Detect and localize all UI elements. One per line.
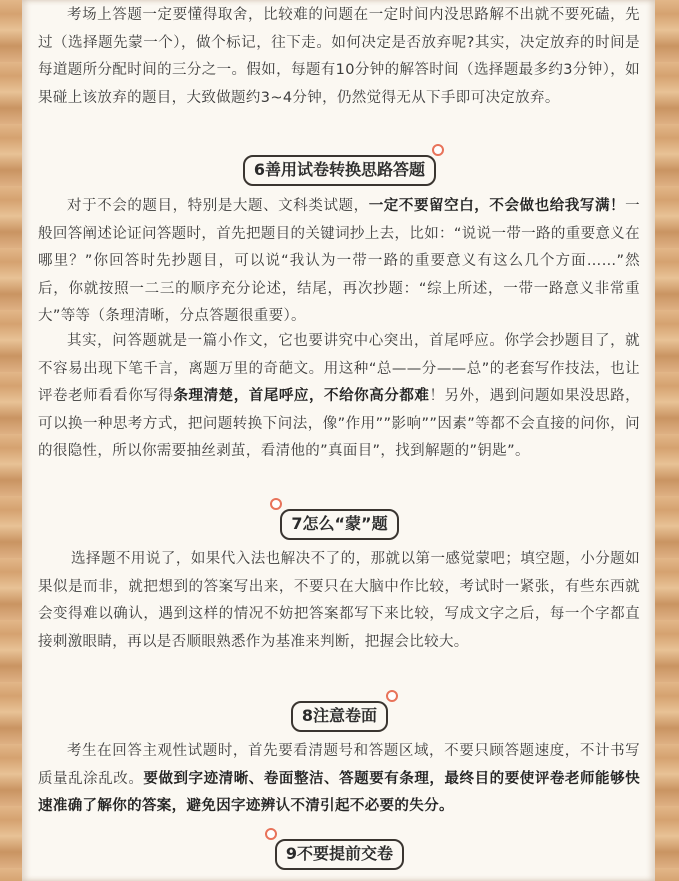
section-6-heading bbox=[0, 155, 679, 186]
section-9-title: 9不要提前交卷 bbox=[285, 844, 394, 863]
intro-text: 考场上答题一定要懂得取舍，比较难的问题在一定时间内没思路解不出就不要死磕，先过（选择题先蒙一个），做个标记，往下走。如何决定是否放弃呢?其实，决定放弃的时间是每道题所分配时间的三分之一。假如，每题有10分钟的解答时间（选择题最多约3分钟），如果碰上该放弃的题目，大致做题约3~4分钟，仍然觉得无从下手即可决定放弃。 bbox=[38, 7, 640, 106]
decorative-dot-icon bbox=[386, 690, 398, 702]
intro-paragraph bbox=[38, 2, 640, 112]
section-6-emphasis: 一定不要留空白，不会做也给我写满！ bbox=[368, 198, 626, 214]
decorative-dot-icon bbox=[432, 144, 444, 156]
section-8-heading bbox=[0, 701, 679, 732]
wood-border-left bbox=[0, 0, 22, 881]
section-7-paragraph bbox=[38, 546, 640, 656]
section-6-paragraph-2 bbox=[38, 328, 640, 466]
decorative-dot-icon bbox=[265, 828, 277, 840]
section-6-text-c: 一般回答阐述论证问答题时，首先把题目的关键词抄上去，比如：“说说一带一路的重要意义在哪里？”你回答时先抄题目，可以说“我认为一带一路的重要意义有这么几个方面……”然后，你就按照一二三的顺序充分论述，结尾，再次抄题：“综上所述，一带一路意义非常重大”等等（条理清晰，分点答题很重要）。 bbox=[38, 198, 641, 325]
section-8-paragraph bbox=[38, 738, 640, 821]
section-6-title-box bbox=[243, 155, 436, 186]
wood-border-right bbox=[655, 0, 679, 881]
section-6-title: 6善用试卷转换思路答题 bbox=[253, 160, 426, 179]
section-6-p2-text-c: ！另外，遇到问题如果没思路，可以换一种思考方式，把问题转换下问法，像”作用””影响””因素”等都不会直接的问你，问的很隐性，所以你需要抽丝剥茧，看清他的”真面目”，找到解题的”钥匙”。 bbox=[38, 388, 640, 460]
decorative-dot-icon bbox=[270, 498, 282, 510]
section-6-p2-text-a: 其实，问答题就是一篇小作文，它也要讲究中心突出，首尾呼应。你学会抄题目了，就不容易出现下笔千言，离题万里的奇葩文。用这种“总——分——总”的老套写作技法，也让评卷老师看看你写得 bbox=[38, 333, 640, 405]
section-7-heading bbox=[0, 509, 679, 540]
section-8-title: 8注意卷面 bbox=[301, 706, 378, 725]
section-8-text-a: 考生在回答主观性试题时，首先要看清题号和答题区域，不要只顾答题速度，不计书写质量乱涂乱改。 bbox=[38, 743, 640, 787]
section-6-p2-emphasis: 条理清楚，首尾呼应，不给你高分都难 bbox=[173, 388, 430, 405]
section-6-paragraph-1 bbox=[38, 193, 640, 331]
section-7-text: 选择题不用说了，如果代入法也解决不了的，那就以第一感觉蒙吧；填空题，小分题如果似是而非，就把想到的答案写出来，不要只在大脑中作比较，考试时一紧张，有些东西就会变得难以确认，遇到这样的情况不妨把答案都写下来比较，写成文字之后，每一个字都直接刺激眼睛，再以是否顺眼熟悉作为基准来判断，把握会比较大。 bbox=[38, 551, 640, 650]
section-6-text-a: 对于不会的题目，特别是大题、文科类试题， bbox=[67, 198, 369, 214]
section-9-heading bbox=[0, 839, 679, 870]
section-7-title: 7怎么“蒙”题 bbox=[291, 514, 388, 533]
section-8-emphasis: 要做到字迹清晰、卷面整洁、答题要有条理，最终目的要使评卷老师能够快速准确了解你的答案，避免因字迹辨认不清引起不必要的失分。 bbox=[38, 770, 641, 815]
section-9-title-box bbox=[275, 839, 404, 870]
section-8-title-box bbox=[291, 701, 388, 732]
section-7-title-box bbox=[280, 509, 398, 540]
